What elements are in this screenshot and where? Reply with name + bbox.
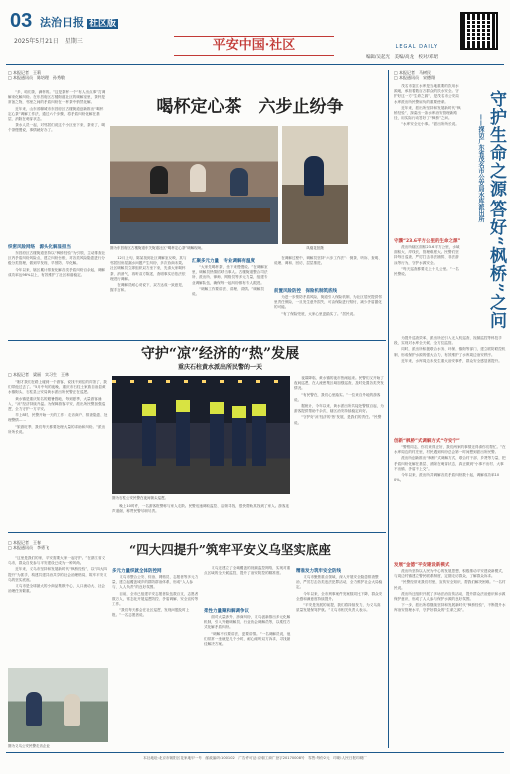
sidebar-title2-wrap [468, 200, 506, 340]
article3-text-col4: 义乌市聚焦重点领域，深入开展安全隐患排查整治，严厉打击各类违法犯罪活动，全力维护社会大局稳定。 今年以来，全市刑事案件发案数同比下降，群众安全感和满意度持续提升。 “平安是发展的前提，我们将持续发力，为义乌高质量发展保驾护航。”义乌市相关负责人表示。 [296, 575, 383, 613]
article2-photo-caption: 图为石柱公安民警在夜间街头巡逻。 [112, 496, 168, 500]
sidebar-text-4: “警察同志，你们来得正好，我们两家的事情还得请你们帮忙。”在水库周边的村庄里，村民遇到纠纷总会第一时间想到派出所民警。 派出所创新推出“枫桥”式调解方式，联合村干部、乡贤等力量，把矛盾纠纷化解在基层、消除在萌芽状态，真正做到“小事不出村、大事不出镇、矛盾不上交”。 今年以来，派出所共调解各类矛盾纠纷数十起，调解成功率100%。 [394, 445, 506, 483]
officer-figure [252, 404, 266, 466]
section-banner [174, 36, 334, 56]
article3-text-col3b: 面对大量涉外、涉商纠纷，义乌创新推出多元化解机制，引入外籍调解员、行业协会调解员等，以柔性方式化解矛盾纠纷。 “调解不仅要讲法，更要讲情。”一名调解员说，他们常常一坐就是几个小时，耐心倾听双方诉求，寻找最佳解决方案。 [204, 615, 291, 647]
article1-text-col4a: 在调解过程中，调解员坚持“六步工作法”：倒茶、听诉、查明、说理、调和、回访，层层推进。 [274, 256, 382, 266]
sidebar-sub1-block [394, 236, 462, 341]
masthead [6, 6, 504, 64]
article1-text-3: 东昌府区古楼街道坚持以“枫桥经验”为引领，主动排查社区内矛盾纠纷风险点，建立纠纷台账，对各类风险隐患进行分级分类管理，做到早发现、早预防、早化解。 今年以来，辖区累计排查化解各类矛盾纠纷百余起，调解成功率达98%以上，有效维护了社区和谐稳定。 [8, 251, 106, 277]
article1-subhead-1: 汇聚多元力量 专业调解有温度 [192, 259, 255, 264]
sidebar-subhead-1: 守護“23.6平方公里的生命之源” [394, 239, 461, 244]
article3-photo-caption: 图为义乌公安民警走访企业 [8, 744, 50, 748]
article3-text-col2: 义乌市整合公安、综治、网格员、志愿者等多元力量，建立起覆盖城乡的群防群治体系，形成“人人参与、人人负责”的良好氛围。 目前，全市已组建平安志愿者队伍数百支，志愿者数万人，常态化开展巡逻防控、矛盾调解、安全宣传等工作。 “我们每天都会在社区巡逻，发现问题及时上报。”一名志愿者说。 [112, 575, 199, 618]
paper-name [40, 14, 118, 30]
officer-figure [210, 402, 224, 466]
article2-byline: □ 本报记者 梁丽 实习生 王林 [8, 372, 70, 377]
person-figure [190, 164, 206, 192]
article3-subhead-1: 多元力量织就全体防控网 [112, 569, 162, 574]
article3-title: “四大四提升”筑牢平安义乌坚实底座 [129, 542, 331, 557]
sidebar-subhead-3: 发展“金德”平安建设新模式 [394, 563, 450, 568]
officer-figure [232, 406, 246, 466]
sidebar-text-1: 茂名市鉴江水库是当地重要的饮用水源地，承担着数百万群众的饮水安全。守护好这一方“生命之源”，是茂名市公安局水库派出所民警肩负的重要使命。 近年来，派出所坚持和发展新时代“枫桥经验”，探索出一条水库治安管理新路径，用实际行动答好了“枫桥”之问。 “水库安全无小事。”派出所所长说。 [394, 84, 461, 127]
article3-text-col3a: 义乌还建立了全域覆盖的视频监控网络，实现对重点区域的全天候监控，提升了治安防控的精准度。 [204, 566, 291, 576]
article1-photo2 [282, 126, 348, 244]
article2-text-col3: 夜幕降临，黄水镇的夜市热闹起来。民警们又开始了夜间巡逻，在人流密集区域加强巡查，及时处置各类突发情况。 “有民警在，我们心里踏实。”一位来自外地的游客说。 据统计，今年以来，黄水派出所共接处警数百起，为游客提供帮助千余次，辖区治安持续稳定向好。 “守护好‘凉’经济的‘热’发展，是我们的责任。”民警说。 [294, 376, 384, 425]
banner-title: 平安中国·社区 [212, 38, 296, 53]
section-rule [8, 340, 386, 341]
street-lights [112, 380, 290, 383]
article2-text-col1: “刚才我们在路上碰到一个游客，说找不到住的宾馆了，我们带他过去了。”5月中旬的夜晚，重庆市石柱土家族自治县黄水镇街头，石柱县公安局黄水派出所民警正在巡逻。 黄水镇是重庆知名的避暑胜地，每到夏季，大量游客涌入，“凉”经济持续升温。为保障游客平安，派出所民警加强巡逻，全力守护一方平安。 早上8时，民警开始一天的工作：走访商户、排查隐患、处理警情…… “旅游旺季，我们每天都要处理大量的求助和纠纷。”派出所所长说。 [8, 380, 108, 434]
article1-col3 [192, 256, 270, 339]
sidebar-text-3: 为提升巡查效率，派出所还引入无人机巡查、视频监控等科技手段，实现对水库全天候、全方位监管。 同时，派出所积极联合水务、环保、镇街等部门，建立联防联控机制，形成保护水源的强大合力，有效维护了水库周边治安秩序。 近年来，水库周边未发生重大治安事件，群众安全感显著提升。 [394, 336, 506, 363]
legal-daily-mark: LEGAL DAILY [395, 44, 438, 50]
article3-col2 [112, 566, 200, 745]
article1-title: 喝杯定心茶 六步止纷争 [156, 97, 344, 117]
article1-byline-block [8, 70, 128, 80]
person-figure [150, 166, 168, 194]
sidebar-subhead-2: 创新“枫桥”式调解方式“守安宁” [394, 439, 460, 444]
sidebar-title-line2: 答好“枫桥”之问 [486, 200, 506, 330]
officer-figure [176, 400, 190, 466]
sidebar-sub3-block [394, 560, 506, 749]
person-figure [230, 168, 248, 196]
sidebar-title-main: 守护生命之源 [486, 90, 506, 198]
sidebar-byline: □ 本报记者 马树民 □ 本报通讯员 宋德翔 [394, 70, 436, 80]
article1-text-col2: 12月上旬，陈某找到社区调解室反映，其与邻居因房屋漏水问题产生纠纷，多次协商未果。社区调解员立即组织双方坐下来，先请大家喝杯茶、消消气，再听双方陈述，查明事实后依法依理进行调解。 在调解员耐心劝说下，双方达成一致意见，握手言和。 [110, 256, 187, 293]
article3-subhead-3: 精准发力筑牢安全防线 [296, 569, 341, 574]
article3-byline: □ 本报记者 王春 □ 本报通讯员 李勇飞 [8, 540, 50, 550]
article2-photo [112, 376, 290, 494]
qr-code-icon [460, 12, 498, 50]
table-surface [120, 208, 270, 222]
paper-title: 法治日报 [40, 16, 84, 29]
article2-title: 守护“凉”经济的“热”发展 [140, 346, 300, 362]
article1-text-col3: “大家先喝杯茶，坐下来慢慢说。”在调解室里，调解员热情招呼当事人。古楼街道整合司法所、派出所、律师、网格员等多元力量，组建专业调解队伍，确保每一起纠纷都有专人跟进。 “调解工作要讲法、讲理、讲情。”调解员说。 [192, 265, 268, 297]
article2-subtitle: 重庆石柱黄水派出所民警的一天 [177, 364, 262, 371]
column-divider [388, 70, 389, 748]
header-rule [6, 64, 504, 65]
article1-sub3-block [8, 242, 106, 329]
sidebar-sub2-block [394, 436, 506, 567]
footer-rule [6, 752, 504, 753]
person-figure [64, 694, 80, 726]
article1-text-col4b: 为进一步预防矛盾风险，街道引入保险机制，为社区居民提供邻里责任保险，一旦发生意外损失，可由保险进行赔付，减少矛盾激化的可能。 “有了保险兜底，大家心里更踏实了。”居民说。 [274, 295, 382, 316]
article3-col3 [204, 566, 292, 739]
article1-subhead-3: 织密风险网络 源头化解显担当 [8, 245, 71, 250]
section-rule [8, 532, 386, 533]
person-figure [304, 156, 324, 196]
article3-col4 [296, 566, 384, 745]
sidebar-title-sub: ——探访广东省茂名市公安局水库派出所 [477, 114, 484, 222]
officer-figure [142, 404, 156, 466]
article1-col4 [274, 256, 382, 339]
article3-subhead-2: 柔性力量聚和解调争议 [204, 609, 249, 614]
article1-subhead-2: 前置风险防控 保险机制筑底线 [274, 289, 337, 294]
article3-text-col1: “这里是我们的家，平安需要大家一起守护。”在浙江省义乌市，群众自发参与平安建设已成为一种风尚。 近年来，义乌市坚持和发展新时代“枫桥经验”，以“四大四提升”为抓手，构建共建共治共享的社会治理格局，筑牢平安义乌的坚实底座。 义乌市是全球最大的小商品集散中心，人口流动大、社会治理任务繁重。 [8, 556, 108, 594]
page-number: 03 [10, 10, 33, 32]
sidebar-text-5: 派出所坚持以人民为中心的发展思想，积极推动平安建设新模式，与周边村镇建立警民联系制度，定期走访群众，了解群众诉求。 “民警经常来我们村里，宣传安全知识，帮我们解决困难。”一名村民说。 派出所还组织开展了多场法治宣传活动，提升群众法治意识和水源保护意识，形成了人人参与保护水源的良好氛围。 下一步，派出所将继续坚持和发展新时代“枫桥经验”，不断提升水库治安管理水平，守护好群众的“生命之源”。 [394, 569, 506, 613]
article2-text-col2: 晚上10时许，一名游客报警称与家人走散。民警迅速调取监控、沿街寻找，很快帮助其找到了家人。游客连声道谢，称赞民警尽职尽责。 [112, 504, 290, 514]
footer-text: 本社地址:北京市朝阳区花家地甲一号 邮政编码:100102 广告许可证:京朝工商广登字20170008号 零售:每份2元 印刷:人民日报印刷厂 [143, 756, 367, 760]
article1-photo2-caption: 凤凰花拍摄 [306, 246, 324, 250]
article1-lead-text: “多，咱们茶，满杯的。”这是茶杯一个“有人出点事”打调解来化解纠纷。在东昌府区古楼街道社区的调解室里，茶杯是常备之物，邻里之间的矛盾纠纷在一杯茶中悄然化解。 近年来，山东省聊城市东昌府区古楼街道创新推出“喝杯定心茶”调解工作法，通过六个步骤，将矛盾纠纷化解在基层、消除在萌芽状态。 茶水人员一起，对邻居们说这个小区坐下来，茶来了，喝个茶慢慢说，事情就好办了。 [8, 90, 106, 133]
article1-photo-caption: 图为东昌府区古楼街道东关街道社区“喝杯定心茶”调解现场。 [110, 246, 205, 250]
sidebar-text-2: 派出所辖区面积23.6平方公里，水域面积大、岸线长，管理难度大。民警们坚持每日巡查，严厉打击非法捕捞、非法游泳等行为，守护水源安全。 “每天巡查都要走上十几公里。”一名民警说。 [394, 245, 460, 277]
issue-date: 2025年5月21日 星期三 [14, 38, 83, 45]
editors-line: 编辑/吴起光 美编/高龙 校对/邓珺 [365, 55, 438, 60]
section-tag: 社区版 [89, 19, 117, 29]
article1-byline: □ 本报记者 王莉 □ 本报通讯员 陈培理 孙秀敬 [8, 70, 66, 80]
article3-photo [8, 668, 108, 742]
article1-photo [110, 126, 278, 244]
person-figure [26, 692, 42, 726]
